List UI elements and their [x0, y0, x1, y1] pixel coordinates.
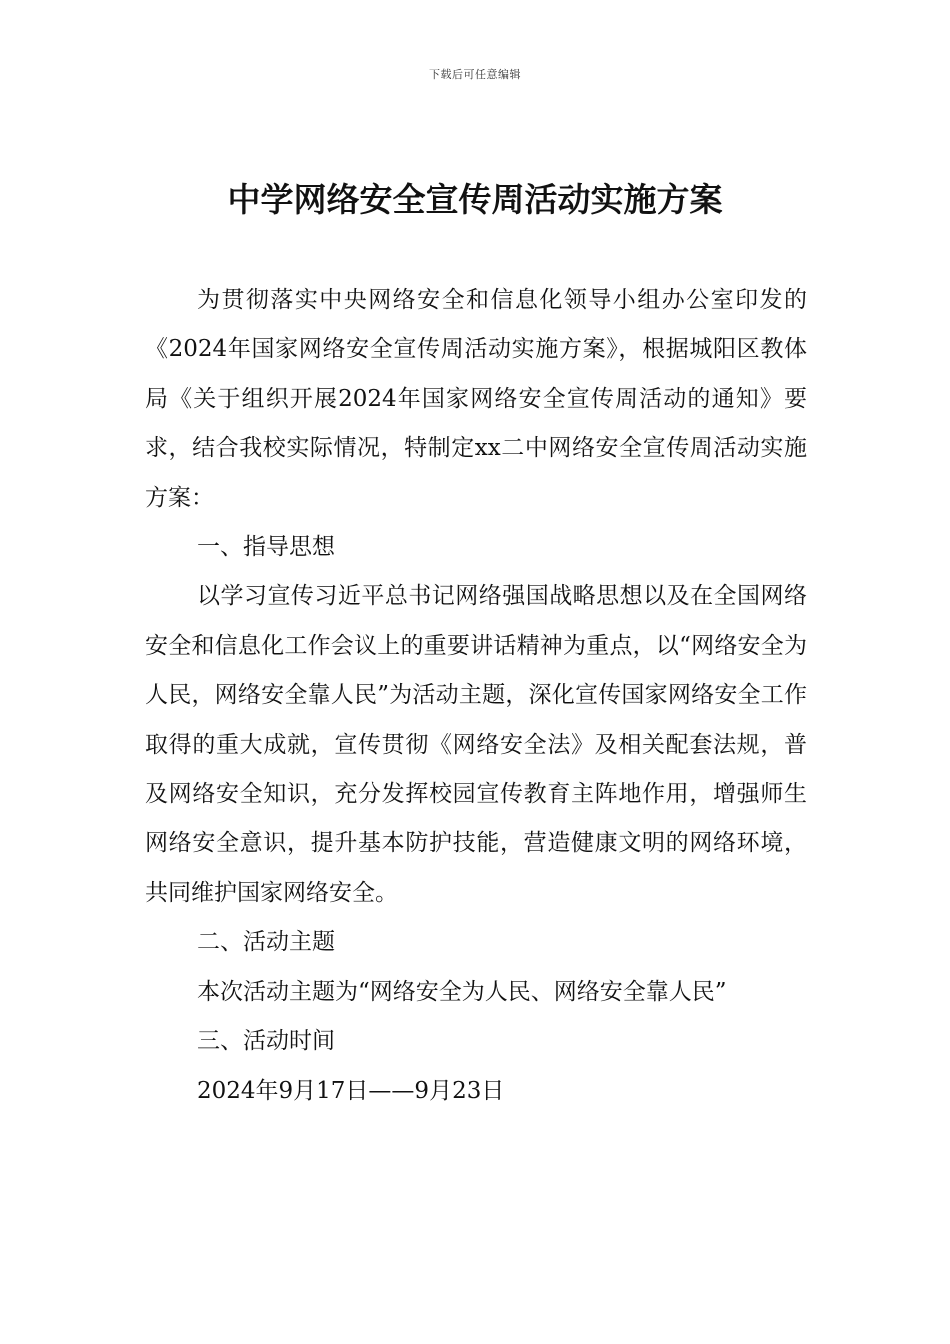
header-note: 下载后可任意编辑 — [429, 68, 521, 81]
section-heading-activity-theme: 二、活动主题 — [197, 929, 335, 956]
section-heading-activity-time: 三、活动时间 — [197, 1028, 335, 1055]
paragraph-intro: 为贯彻落实中央网络安全和信息化领导小组办公室印发的《2024年国家网络安全宣传周活动实施方案》，根据城阳区教体局《关于组织开展2024年国家网络安全宣传周活动的通知》要求，结合我校实际情况，特制定xx二中网络安全宣传周活动实施方案： — [145, 287, 807, 511]
paragraph-guiding-ideology: 以学习宣传习近平总书记网络强国战略思想以及在全国网络安全和信息化工作会议上的重要讲话精神为重点，以“网络安全为人民，网络安全靠人民”为活动主题，深化宣传国家网络安全工作取得的重大成就，宣传贯彻《网络安全法》及相关配套法规，普及网络安全知识，充分发挥校园宣传教育主阵地作用，增强师生网络安全意识，提升基本防护技能，营造健康文明的网络环境，共同维护国家网络安全。 — [145, 583, 807, 906]
document-title: 中学网络安全宣传周活动实施方案 — [227, 180, 723, 219]
document-body — [145, 276, 807, 1116]
paragraph-activity-theme: 本次活动主题为“网络安全为人民、网络安全靠人民” — [197, 978, 727, 1005]
section-heading-guiding-ideology: 一、指导思想 — [197, 534, 335, 561]
paragraph-activity-time: 2024年9月17日——9月23日 — [197, 1077, 505, 1104]
